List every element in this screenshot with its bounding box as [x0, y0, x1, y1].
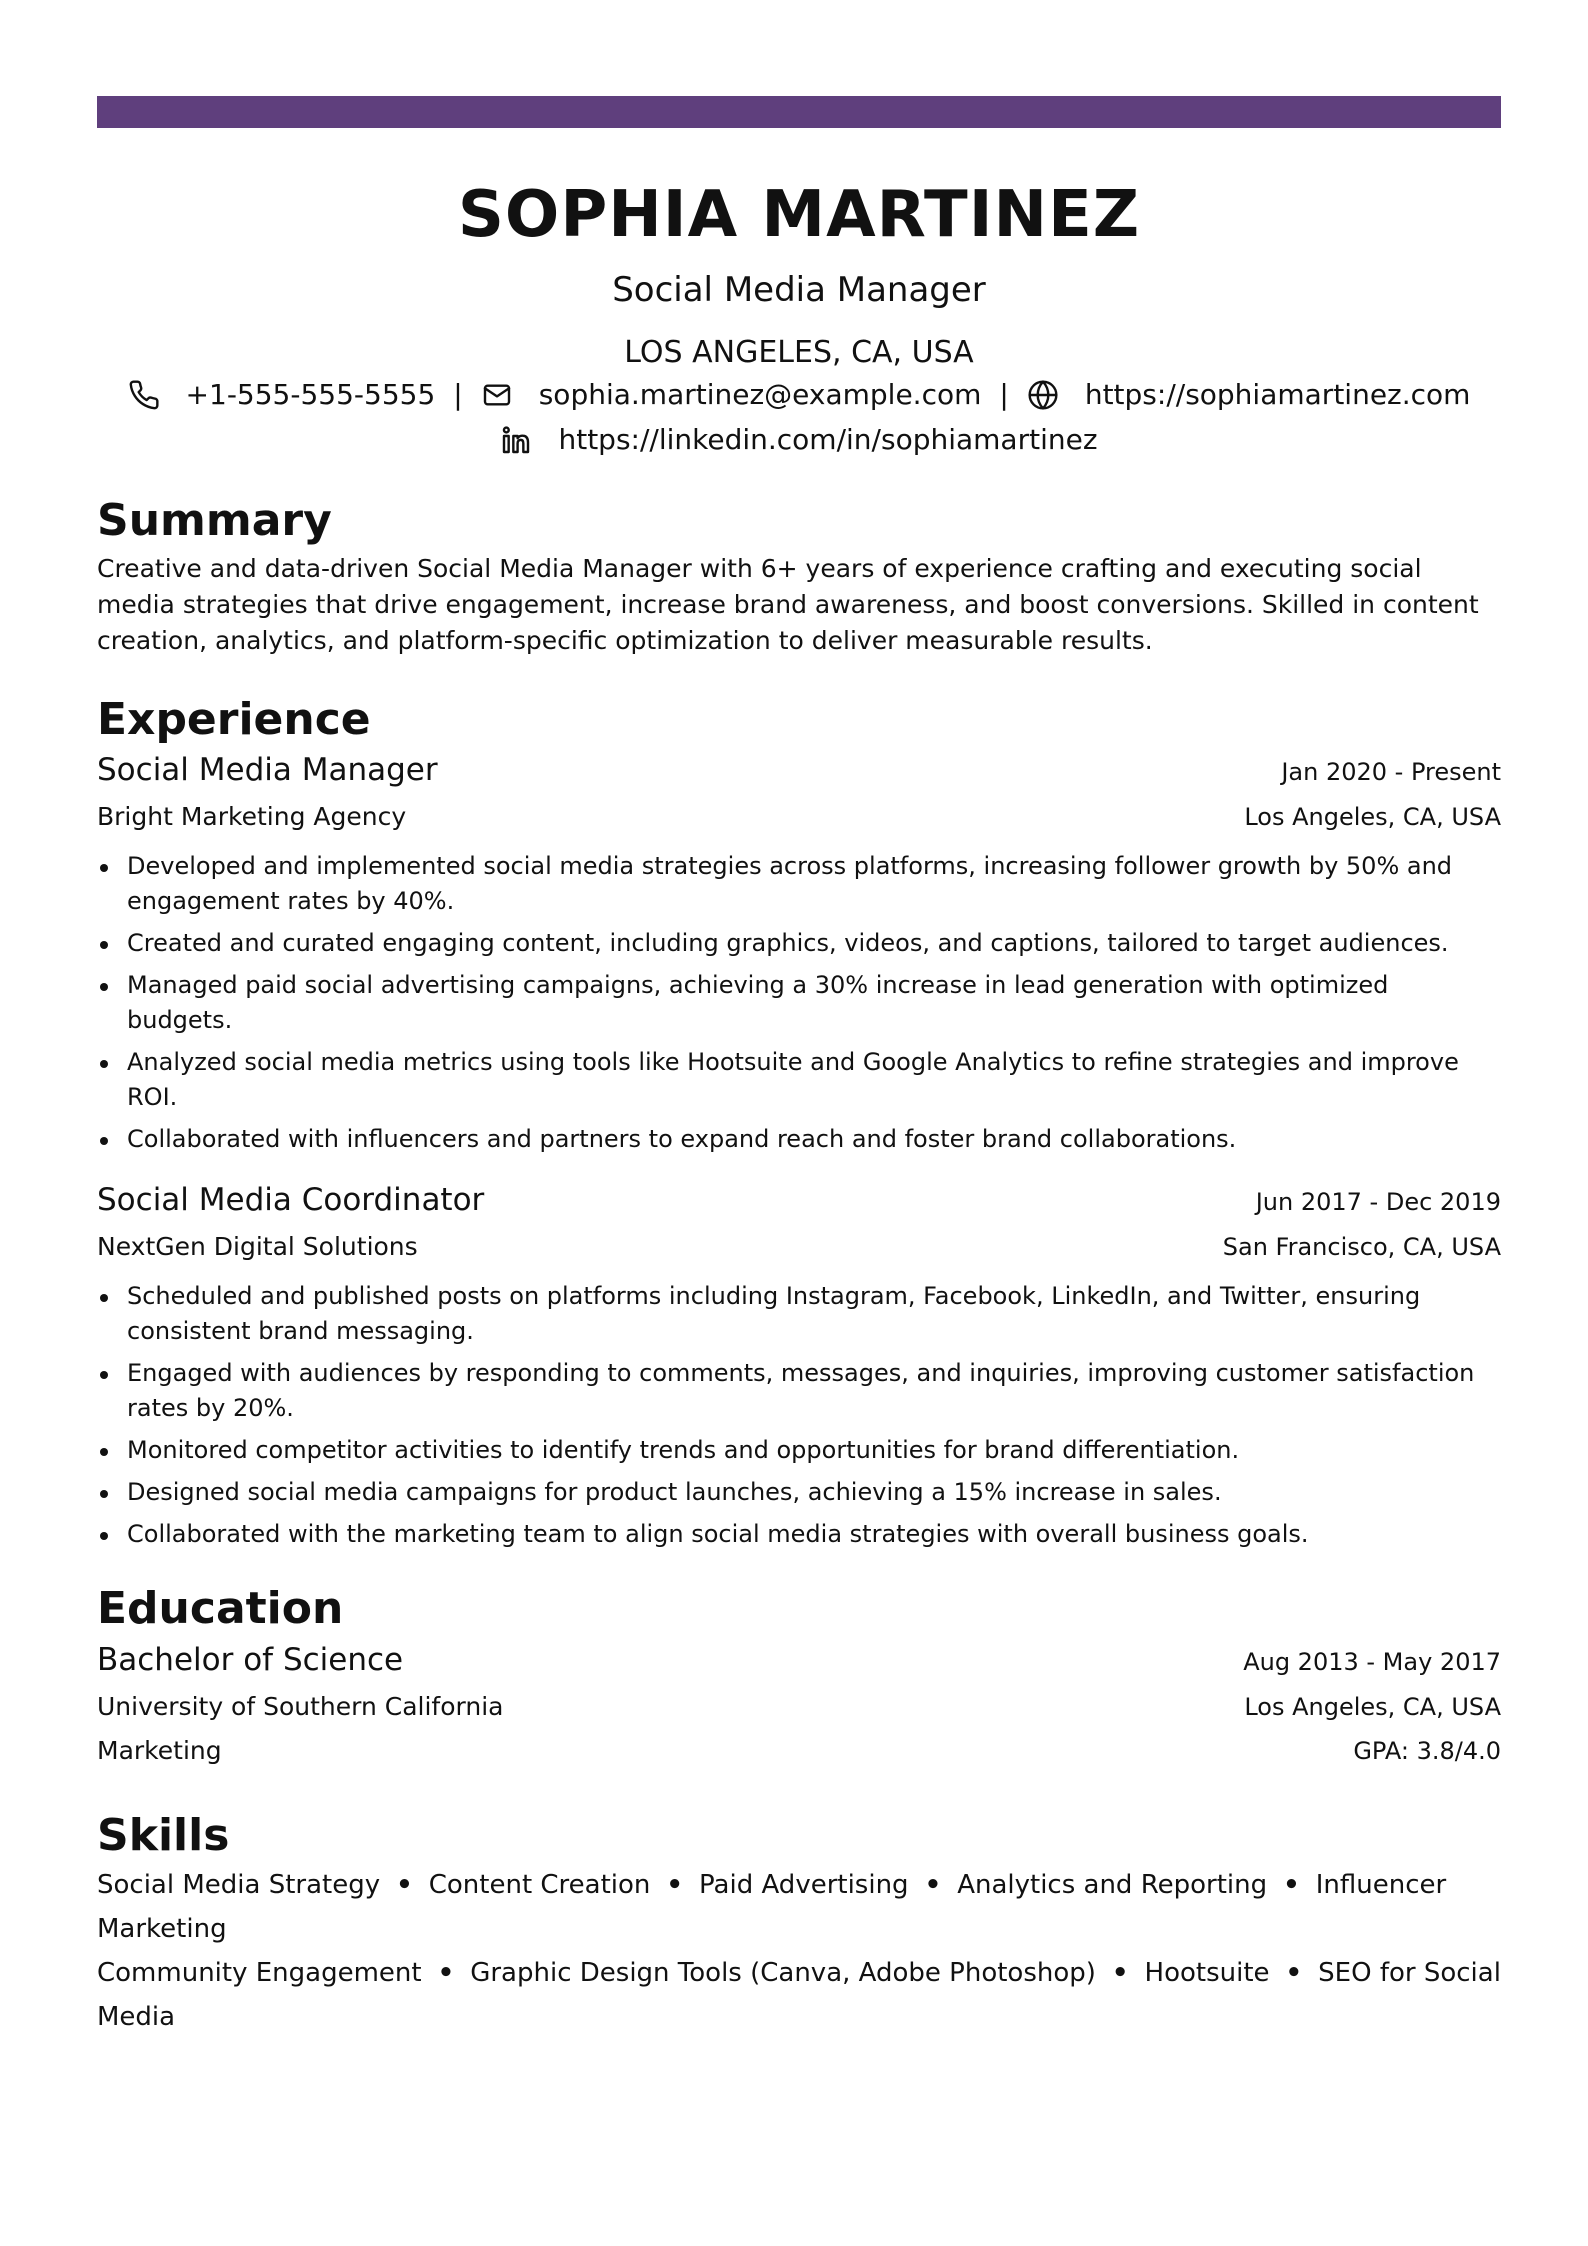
skills-line: [97, 1863, 1501, 1951]
skill-item: Graphic Design Tools (Canva, Adobe Photoshop): [470, 1958, 1096, 1989]
skills-list: [97, 1863, 1501, 2039]
skill-item: Analytics and Reporting: [957, 1870, 1268, 1901]
globe-icon: [1027, 379, 1059, 411]
phone-text: +1-555-555-5555: [185, 378, 436, 412]
gpa: GPA: 3.8/4.0: [1353, 1736, 1501, 1765]
experience-entry: [97, 1179, 1501, 1552]
job-dates: Jun 2017 - Dec 2019: [1255, 1188, 1501, 1217]
linkedin-text: https://linkedin.com/in/sophiamartinez: [558, 422, 1098, 456]
summary-heading: Summary: [97, 494, 332, 546]
education-dates: Aug 2013 - May 2017: [1243, 1647, 1501, 1676]
bullet-item: Engaged with audiences by responding to comments, messages, and inquiries, improving customer satisfaction rates by 20%.: [97, 1356, 1501, 1426]
resume-content: [97, 128, 1501, 2039]
email-text: sophia.martinez@example.com: [538, 378, 982, 412]
mail-icon: [481, 379, 513, 411]
skill-separator: •: [1111, 1958, 1129, 1989]
email-contact[interactable]: [481, 377, 982, 413]
bullet-item: Scheduled and published posts on platforms including Instagram, Facebook, LinkedIn, and Twitter, ensuring consistent brand messaging.: [97, 1279, 1501, 1349]
job-location: San Francisco, CA, USA: [1222, 1233, 1501, 1262]
skill-separator: •: [396, 1870, 413, 1901]
contact-row: [97, 377, 1501, 413]
skill-separator: •: [924, 1870, 942, 1901]
bullet-item: Managed paid social advertising campaigns, achieving a 30% increase in lead generation with optimized budgets.: [97, 968, 1501, 1038]
job-company: Bright Marketing Agency: [97, 802, 407, 832]
bullet-item: Collaborated with the marketing team to align social media strategies with overall business goals.: [97, 1517, 1501, 1552]
job-bullets: [97, 849, 1501, 1157]
candidate-name: SOPHIA MARTINEZ: [457, 178, 1141, 252]
separator: |: [453, 378, 463, 412]
degree: Bachelor of Science: [97, 1641, 404, 1678]
experience-heading: Experience: [97, 693, 371, 745]
job-dates: Jan 2020 - Present: [1281, 758, 1501, 787]
separator: |: [999, 378, 1009, 412]
phone-contact[interactable]: [128, 377, 436, 413]
linkedin-icon: [500, 424, 532, 456]
candidate-location: LOS ANGELES, CA, USA: [624, 335, 974, 371]
education-entry: [97, 1639, 1501, 1771]
bullet-item: Collaborated with influencers and partners to expand reach and foster brand collaborations.: [97, 1122, 1501, 1157]
school-name: University of Southern California: [97, 1691, 504, 1721]
bullet-item: Designed social media campaigns for product launches, achieving a 15% increase in sales.: [97, 1475, 1501, 1510]
bullet-item: Monitored competitor activities to identify trends and opportunities for brand differentiation.: [97, 1433, 1501, 1468]
school-location: Los Angeles, CA, USA: [1244, 1692, 1501, 1721]
bullet-item: Developed and implemented social media strategies across platforms, increasing follower growth by 50% and engagement rates by 40%.: [97, 849, 1501, 919]
skills-line: [97, 1951, 1501, 2039]
job-role: Social Media Coordinator: [97, 1182, 485, 1219]
contact-row: [97, 422, 1501, 458]
skill-item: Community Engagement: [97, 1958, 422, 1989]
job-role: Social Media Manager: [97, 752, 438, 789]
accent-bar: [97, 96, 1501, 128]
candidate-title: Social Media Manager: [612, 270, 986, 311]
job-company: NextGen Digital Solutions: [97, 1232, 418, 1262]
skill-item: SEO for Social Media: [97, 1958, 1501, 2033]
skill-item: Paid Advertising: [699, 1870, 909, 1901]
skill-item: Social Media Strategy: [97, 1870, 381, 1901]
experience-entry: [97, 749, 1501, 1157]
website-contact[interactable]: [1027, 377, 1471, 413]
phone-icon: [128, 379, 160, 411]
skill-separator: •: [437, 1958, 455, 1989]
skill-separator: •: [1283, 1870, 1300, 1901]
field-of-study: Marketing: [97, 1735, 222, 1765]
job-location: Los Angeles, CA, USA: [1244, 803, 1501, 832]
skill-separator: •: [1285, 1958, 1303, 1989]
bullet-item: Created and curated engaging content, including graphics, videos, and captions, tailored to target audiences.: [97, 926, 1501, 961]
skill-item: Content Creation: [428, 1870, 651, 1901]
education-heading: Education: [97, 1583, 344, 1635]
summary-text: Creative and data-driven Social Media Manager with 6+ years of experience crafting and executing social media strategies that drive engagement, increase brand awareness, and boost conversions. Skilled in content creation, analytics, and platform-specific optimization to deliver measurable results.: [97, 553, 1479, 655]
skill-item: Influencer Marketing: [97, 1870, 1447, 1945]
bullet-item: Analyzed social media metrics using tools like Hootsuite and Google Analytics to refine strategies and improve ROI.: [97, 1045, 1501, 1115]
skill-separator: •: [666, 1870, 684, 1901]
skills-heading: Skills: [97, 1809, 230, 1861]
skill-item: Hootsuite: [1144, 1958, 1270, 1989]
linkedin-contact[interactable]: [500, 422, 1097, 458]
resume-header: [97, 180, 1501, 458]
job-bullets: [97, 1279, 1501, 1552]
website-text: https://sophiamartinez.com: [1084, 378, 1471, 412]
